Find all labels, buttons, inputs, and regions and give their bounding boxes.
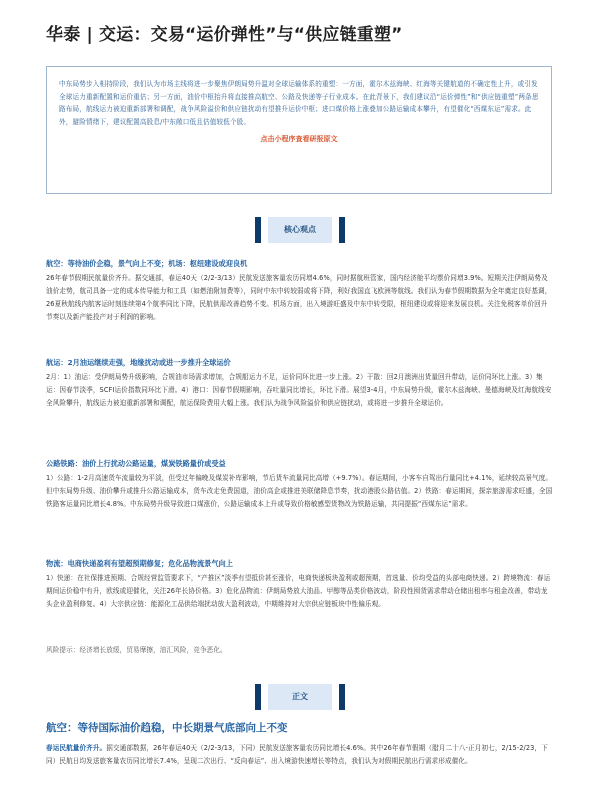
section-title: 航运：2月油运继续走强，地缘扰动或进一步推升全球运价 — [46, 358, 231, 367]
key-points-header — [0, 217, 600, 243]
risk-warning — [46, 644, 554, 657]
section-title: 物流：电商快递盈利有望超预期修复；危化品物流景气向上 — [46, 559, 233, 568]
main-text-label: 正文 — [268, 684, 332, 710]
header-bar-right — [339, 684, 345, 710]
main-lead: 春运民航量价齐升。 — [46, 744, 107, 752]
key-points-label: 核心观点 — [268, 217, 332, 243]
main-body: 据交通部数据，26年春运40天（2/2-3/13，下同）民航发送旅客量农历同比增长4.6%。其中26年春节假期（腊月二十八-正月初七，2/15-2/23，下同）民航日均发送旅客量农历同比增长7.4%，呈现二次出行、“反向春运”、出入境游快速增长等特点，我们认为对假期民航出行需求形成催化。 — [46, 744, 548, 765]
header-bar-right — [339, 217, 345, 243]
section-body: 1）公路：1-2月高速货车流量较为平淡，但受过年偏晚及煤炭补库影响，节后货车流量同比高增（+9.7%）。春运期间，小客车自驾出行量同比+4.1%，延续较高景气度。但中东局势升级、油价攀升或推升公路运输成本，货车改走免费国道，油价高企或推进美联储降息节奏，扰动港股公路估值。2）铁路：春运期间，探亲旅游需求旺盛，全国铁路客运量同比增长4.8%。中东局势升级导致进口煤涨价，公路运输成本上升或导致价格敏感型货物改为铁路运输，共同提振“西煤东运”需求。 — [46, 474, 553, 508]
main-paragraph — [46, 742, 554, 768]
section-body: 26年春节假期民航量价齐升。据交通部，春运40天（2/2-3/13）民航发送旅客量农历同增4.6%，同时据航班管家，国内经济舱平均票价同增3.9%。短期关注伊朗局势及油价走势，航司具备一定的成本传导能力和工具（如燃油附加费等），同时中东中转较弱或将下降，利好我国直飞欧洲等航线。我们认为春节假期数据为全年奠定良好基调，26夏秋航线内航客运时刻连续第4个航季同比下降，民航供需改善趋势不变。机场方面，出入境游旺盛及中东中转受限，枢纽建设或将迎来发展良机。关注免税客单价回升节奏以及新产能投产对于利润的影响。 — [46, 274, 552, 321]
header-bar-left — [255, 684, 261, 710]
risk-warning-text: 风险提示：经济增长放缓，贸易摩擦，油汇风险，竞争恶化。 — [46, 646, 227, 654]
view-report-link[interactable]: 点击小程序查看研报原文 — [260, 135, 338, 144]
section-body: 1）快递：在社保推进预期、合规经营监管要求下，“产推区”淡季有望抵价甚至涨价，电商快递板块盈利或超预期，首选量、价均受益的头部电商快递。2）跨境物流：春运期间运价稳中有升，欧线或迎催化，关注26年长协价格。3）危化品物流：伊朗局势放大油品、甲醇等品类价格波动，阶段性囤货需求带动仓储出租率与租金改善，带动龙头企业盈利修复。4）大宗供应链：能源化工品供给端扰动放大盈利波动，中期维持对大宗供应链板块中性偏乐观。 — [46, 574, 551, 608]
header-bar-left — [255, 217, 261, 243]
summary-text: 中东局势步入相持阶段，我们认为市场主线将进一步聚焦伊朗局势升温对全球运输体系的重塑：一方面，霍尔木兹海峡、红海等关键航道的不确定性上升，或引发全球运力重新配置和运价重估；另一方面，油价中枢抬升将直接推高航空、公路及快递等子行业成本。在此背景下，我们建议沿“运价弹性”和“供应链重塑”两条思路布局，航线运力被迫重新部署和调配，战争风险溢价和供应链扰动有望推升运价中枢；进口煤价格上涨叠加公路运输成本攀升，有望催化“西煤东运”需求。此外，避险情绪下，建议配置高股息/中东敞口低且估值较低个股。 — [59, 80, 539, 126]
main-text-header — [0, 684, 600, 710]
section-logistics — [46, 558, 554, 611]
main-section-title: 航空：等待国际油价趋稳，中长期景气底部向上不变 — [46, 722, 288, 734]
section-title: 航空：等待油价企稳，景气向上不变；机场：枢纽建设或迎良机 — [46, 259, 248, 268]
section-road-rail — [46, 458, 554, 511]
section-body: 2月：1）油运：受伊朗局势升级影响，合规油市场需求增加，合规船运力不足，运价同环比进一步上涨。2）干散：回2月澳洲出货量回升带动，运价同环比上涨。3）集运：因春节淡季，SCFI运价指数同环比下滑。4）港口：因春节假期影响，吞吐量同比增长，环比下滑。展望3-4月，中东局势升级，霍尔木兹海峡、曼德海峡及红海航线安全风险攀升，航线运力被迫重新部署和调配，航运保险费用大幅上涨。我们认为战争风险溢价和供应链扰动，或将进一步推升全球运价。 — [46, 373, 552, 407]
page-title: 华泰 | 交运：交易“运价弹性”与“供应链重塑” — [46, 25, 403, 45]
summary-box — [46, 66, 552, 194]
section-aviation — [46, 258, 554, 324]
section-shipping — [46, 357, 554, 410]
section-title: 公路铁路：油价上行扰动公路运量，煤炭铁路量价或受益 — [46, 459, 226, 468]
